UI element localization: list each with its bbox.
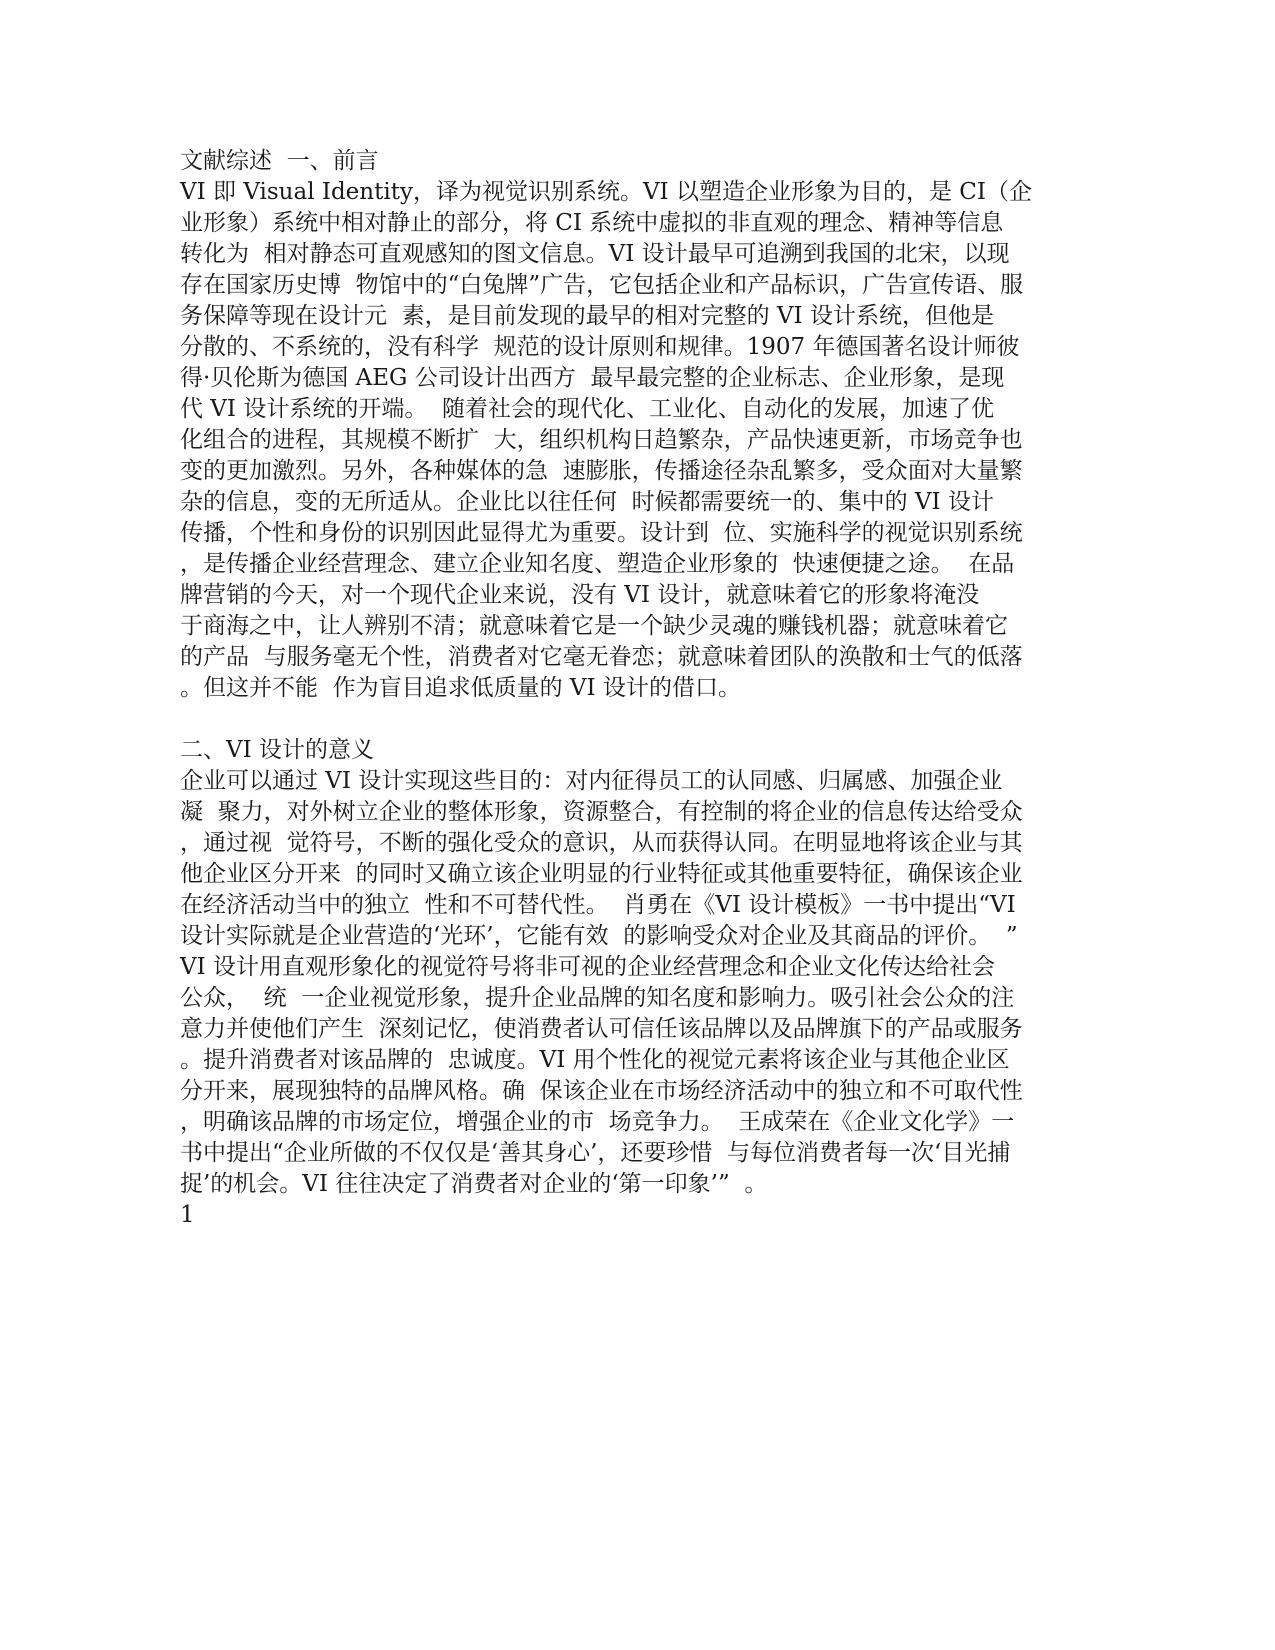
paragraph-gap xyxy=(180,704,1080,735)
text-line: ，通过视 觉符号，不断的强化受众的意识，从而获得认同。在明显地将该企业与其 xyxy=(180,830,1023,856)
section-heading-line: 文献综述 一、前言 xyxy=(180,148,379,174)
text-line: 。但这并不能 作为盲目追求低质量的 VI 设计的借口。 xyxy=(180,675,741,701)
text-line: 书中提出“企业所做的不仅仅是‘善其身心’，还要珍惜 与每位消费者每一次‘目光捕 xyxy=(180,1140,1011,1166)
text-line: 分散的、不系统的，没有科学 规范的设计原则和规律。1907 年德国著名设计师彼 xyxy=(180,334,1020,360)
section-vi-significance xyxy=(180,735,1080,1200)
text-line: 企业可以通过 VI 设计实现这些目的：对内征得员工的认同感、归属感、加强企业 xyxy=(180,768,1003,794)
text-line: 存在国家历史博 物馆中的“白兔牌”广告，它包括企业和产品标识，广告宣传语、服 xyxy=(180,272,1024,298)
text-line: 化组合的进程，其规模不断扩 大，组织机构日趋繁杂，产品快速更新，市场竞争也 xyxy=(180,427,1023,453)
text-line: 杂的信息，变的无所适从。企业比以往任何 时候都需要统一的、集中的 VI 设计 xyxy=(180,489,994,515)
text-line: 意力并使他们产生 深刻记忆，使消费者认可信任该品牌以及品牌旗下的产品或服务 xyxy=(180,1016,1023,1042)
text-line: ，是传播企业经营理念、建立企业知名度、塑造企业形象的 快速便捷之途。 在品 xyxy=(180,551,1015,577)
text-line: 。提升消费者对该品牌的 忠诚度。VI 用个性化的视觉元素将该企业与其他企业区 xyxy=(180,1047,1010,1073)
text-line: VI 设计用直观形象化的视觉符号将非可视的企业经营理念和企业文化传达给社会 xyxy=(180,954,996,980)
text-line: 务保障等现在设计元 素，是目前发现的最早的相对完整的 VI 设计系统，但他是 xyxy=(180,303,994,329)
text-line: 于商海之中，让人辨别不清；就意味着它是一个缺少灵魂的赚钱机器；就意味着它 xyxy=(180,613,1008,639)
text-line: 传播，个性和身份的识别因此显得尤为重要。设计到 位、实施科学的视觉识别系统 xyxy=(180,520,1023,546)
text-line: 业形象）系统中相对静止的部分，将 CI 系统中虚拟的非直观的理念、精神等信息 xyxy=(180,210,1004,236)
text-line: 设计实际就是企业营造的‘光环’，它能有效 的影响受众对企业及其商品的评价。 ” xyxy=(180,923,1018,949)
text-line: 变的更加激烈。另外，各种媒体的急 速膨胀，传播途径杂乱繁多，受众面对大量繁 xyxy=(180,458,1023,484)
text-line: 得·贝伦斯为德国 AEG 公司设计出西方 最早最完整的企业标志、企业形象，是现 xyxy=(180,365,1005,391)
text-line: 转化为 相对静态可直观感知的图文信息。VI 设计最早可追溯到我国的北宋，以现 xyxy=(180,241,1010,267)
text-line: 代 VI 设计系统的开端。 随着社会的现代化、工业化、自动化的发展，加速了优 xyxy=(180,396,994,422)
text-line: 在经济活动当中的独立 性和不可替代性。 肖勇在《VI 设计模板》一书中提出“VI xyxy=(180,892,1016,918)
text-line: 的产品 与服务毫无个性，消费者对它毫无眷恋；就意味着团队的涣散和士气的低落 xyxy=(180,644,1023,670)
section-heading-line: 二、VI 设计的意义 xyxy=(180,737,375,763)
text-line: VI 即 Visual Identity，译为视觉识别系统。VI 以塑造企业形象为目的，是 CI（企 xyxy=(180,179,1032,205)
text-line: 他企业区分开来 的同时又确立该企业明显的行业特征或其他重要特征，确保该企业 xyxy=(180,861,1023,887)
text-line: 公众， 统 一企业视觉形象，提升企业品牌的知名度和影响力。吸引社会公众的注 xyxy=(180,985,1015,1011)
text-line: 牌营销的今天，对一个现代企业来说，没有 VI 设计，就意味着它的形象将淹没 xyxy=(180,582,980,608)
text-line: 凝 聚力，对外树立企业的整体形象，资源整合，有控制的将企业的信息传达给受众 xyxy=(180,799,1023,825)
page-number: 1 xyxy=(180,1202,195,1228)
text-line: 分开来，展现独特的品牌风格。确 保该企业在市场经济活动中的独立和不可取代性 xyxy=(180,1078,1023,1104)
document-page xyxy=(180,146,1080,1231)
text-line: ，明确该品牌的市场定位，增强企业的市 场竞争力。 王成荣在《企业文化学》一 xyxy=(180,1109,1015,1135)
text-line: 捉’的机会。VI 往往决定了消费者对企业的‘第一印象’” 。 xyxy=(180,1171,768,1197)
section-preface xyxy=(180,146,1080,704)
